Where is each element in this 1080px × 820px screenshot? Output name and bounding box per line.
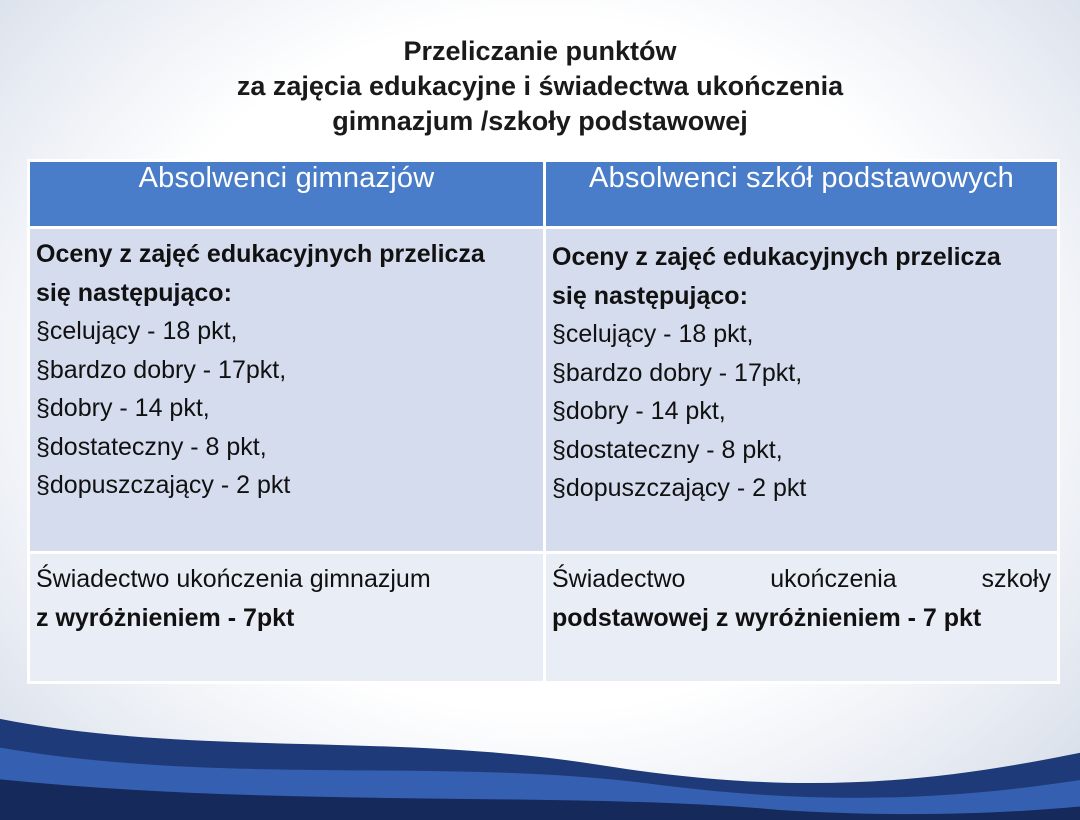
certificate-cell-szkola-podstawowa (545, 553, 1059, 683)
list-item: § dobry - 14 pkt, (36, 389, 537, 428)
list-item: § bardzo dobry - 17pkt, (36, 351, 537, 390)
header-gimnazjum: Absolwenci gimnazjów (29, 161, 545, 228)
title-line-3: gimnazjum /szkoły podstawowej (332, 106, 748, 136)
certificate-points: z wyróżnieniem - 7pkt (36, 603, 295, 632)
list-item: § celujący - 18 pkt, (36, 312, 537, 351)
table-row (29, 228, 1059, 553)
list-item: § bardzo dobry - 17pkt, (552, 354, 1051, 393)
list-item: § dopuszczający - 2 pkt (36, 466, 537, 505)
certificate-cell-gimnazjum (29, 553, 545, 683)
list-item: § celujący - 18 pkt, (552, 315, 1051, 354)
lead-text: Oceny z zajęć edukacyjnych przelicza (552, 243, 1001, 271)
table-row (29, 553, 1059, 683)
certificate-text: Świadectwo ukończenia szkoły (552, 565, 1051, 593)
points-table (27, 159, 1060, 684)
page-title (0, 34, 1080, 139)
certificate-points: podstawowej z wyróżnieniem - 7 pkt (552, 603, 982, 632)
list-item: § dopuszczający - 2 pkt (552, 469, 1051, 508)
lead-text: Oceny z zajęć edukacyjnych przelicza (36, 240, 485, 268)
lead-text: się następująco: (552, 281, 748, 310)
lead-text: się następująco: (36, 278, 232, 307)
list-item: § dostateczny - 8 pkt, (552, 431, 1051, 470)
grades-cell-gimnazjum (29, 228, 545, 553)
grades-cell-szkola-podstawowa (545, 228, 1059, 553)
decorative-wave (0, 670, 1080, 820)
certificate-text: Świadectwo ukończenia gimnazjum (36, 565, 431, 593)
list-item: § dobry - 14 pkt, (552, 392, 1051, 431)
title-line-2: za zajęcia edukacyjne i świadectwa ukończenia (236, 71, 844, 101)
title-line-1: Przeliczanie punktów (403, 36, 677, 66)
list-item: § dostateczny - 8 pkt, (36, 428, 537, 467)
table-header-row (29, 161, 1059, 228)
header-szkola-podstawowa: Absolwenci szkół podstawowych (545, 161, 1059, 228)
